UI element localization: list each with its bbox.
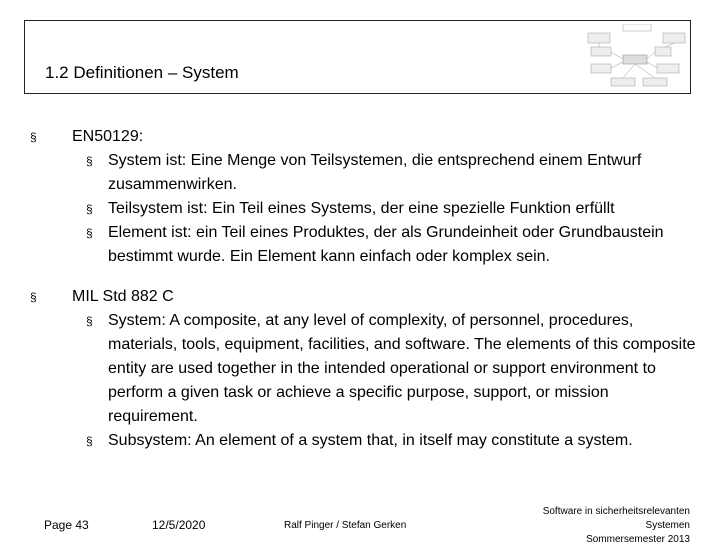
course-title: Software in sicherheitsrelevanten Systemen: [542, 506, 690, 531]
list-item-text: Teilsystem ist: Ein Teil eines Systems, der eine spezielle Funktion erfüllt: [108, 200, 615, 217]
authors: Ralf Pinger / Stefan Gerken: [284, 520, 407, 531]
title-box: [24, 20, 691, 94]
bullet-icon: §: [86, 154, 93, 168]
list-item: [30, 429, 700, 453]
system-diagram-thumbnail: [585, 24, 689, 90]
page-number: Page 43: [44, 518, 89, 532]
section-heading: EN50129:: [72, 128, 144, 145]
bullet-icon: §: [86, 202, 93, 216]
bullet-icon: §: [86, 314, 93, 328]
bullet-icon: §: [86, 226, 93, 240]
section-en50129: [30, 125, 700, 149]
list-item: [30, 197, 700, 221]
slide-body: [30, 125, 700, 453]
list-item-text: Subsystem: An element of a system that, in itself may constitute a system.: [108, 432, 633, 449]
list-item-text: System ist: Eine Menge von Teilsystemen, die entsprechend einem Entwurf zusammenwirken.: [108, 152, 642, 193]
list-item-text: Element ist: ein Teil eines Produktes, der als Grundeinheit oder Grundbaustein bestimmt wurde. Ein Element kann einfach oder komplex sein.: [108, 224, 664, 265]
list-item-text: System: A composite, at any level of complexity, of personnel, procedures, materials, tools, equipment, facilities, and software. The elements of this composite entity are used together in the intended operational or support environment to perform a given task or achieve a specific purpose, support, or mission requirement.: [108, 312, 696, 425]
list-item: [30, 309, 700, 429]
slide-date: 12/5/2020: [152, 518, 206, 532]
list-item: [30, 149, 700, 197]
section-heading: MIL Std 882 C: [72, 288, 174, 305]
semester: Sommersemester 2013: [586, 534, 690, 545]
bullet-icon: §: [30, 290, 37, 304]
bullet-icon: §: [86, 434, 93, 448]
footer-course-info: [496, 505, 690, 547]
bullet-icon: §: [30, 130, 37, 144]
list-item: [30, 221, 700, 269]
section-mil-std: [30, 285, 700, 309]
slide-title: 1.2 Definitionen – System: [45, 63, 239, 82]
